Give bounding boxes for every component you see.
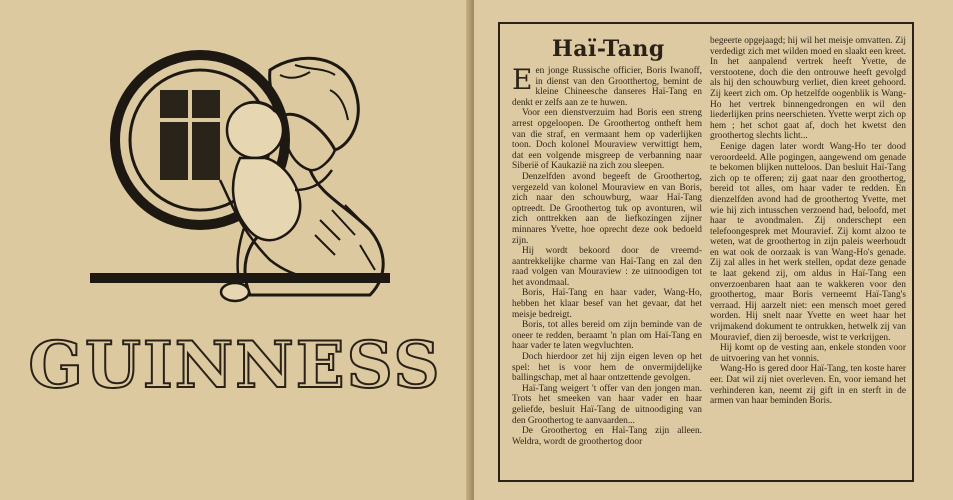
guinness-logo: [28, 305, 442, 415]
paragraph: Voor een dienstverzuim had Boris een streng arrest opgeloopen. De Groothertog ontheft hem van die straf, en vermaant hem op vaderlijken toon. Doch kolonel Mouraview verwittigt hem, dat een volgende misgreep de verbanning naar Siberië of Kaukazië na zich zou sleepen.: [512, 108, 702, 172]
paragraph: Doch hierdoor zet hij zijn eigen leven op het spel: het is voor hem de onvermijdelijke ballingschap, met al haar ontzettende gevolgen.: [512, 352, 702, 384]
paragraph: De Groothertog en Haï-Tang zijn alleen. Weldra, wordt de groothertog door: [512, 426, 702, 447]
mother-baby-illustration: [70, 30, 410, 320]
paragraph: Een jonge Russische officier, Boris Iwanoff, in dienst van den Grootthertog, bemint de kleine Chineesche danseres Haï-Tang en denkt er zelfs aan ze te huwen.: [512, 63, 702, 108]
paragraph: Wang-Ho is gered door Haï-Tang, ten koste harer eer. Dat wil zij niet overleven. En, voor iemand het verhinderen kan, neemt zij gift in en sterft in de armen van haar beminden Boris.: [710, 364, 906, 407]
text-column-2: [710, 36, 906, 407]
story-title: Haï-Tang: [552, 36, 665, 62]
drop-cap: E: [512, 63, 533, 96]
paragraph: Hij komt op de vesting aan, enkele stonden voor de uitvoering van het vonnis.: [710, 343, 906, 364]
left-page: [0, 0, 472, 500]
paragraph: Haï-Tang weigert 't offer van den jongen man. Trots het smeeken van haar vader en haar geliefde, besluit Haï-Tang de uitnoodiging van den Groothertog te aanvaarden...: [512, 383, 702, 426]
paragraph: Denzelfden avond begeeft de Groothertog, vergezeld van kolonel Mouraview en van Boris, zich naar den schouwburg, waar Haï-Tang optreedt. De Groothertog tuk op avonturen, wil zich onttrekken aan de liefkozingen zijner minnares Yvette, hoe oprecht deze ook bedoeld zijn.: [512, 171, 702, 246]
paragraph: Boris, Haï-Tang en haar vader, Wang-Ho, hebben het klaar besef van het gevaar, dat het meisje bedreigt.: [512, 288, 702, 320]
text-column-1: [512, 63, 702, 447]
paragraph: begeerte opgejaagd; hij wil het meisje omvatten. Zij verdedigt zich met wilden moed en slaakt een kreet. In het aanpalend vertrek heeft Yvette, de verstootene, doch die den ontrouwe heeft gevolgd als hij den schouwburg verliet, dien kreet gehoord. Zij keert zich om. Op hetzelfde oogenblik is Wang-Ho het vertrek binnengedrongen en wil den liederlijken prins neerschieten. Yvette werpt zich op hem ; het schot gaat af, doch het kwetst den groothertog slechts licht...: [710, 36, 906, 142]
paragraph: Boris, tot alles bereid om zijn beminde van de oneer te redden, beraamt 'n plan om Haï-Tang en haar vader te laten wegvluchten.: [512, 320, 702, 352]
guinness-logo-text: GUINNESS: [28, 328, 442, 403]
paragraph: Hij wordt bekoord door de vreemd-aantrekkelijke charme van Haï-Tang en zal den raad volgen van Mouraview : ze uitnoodigen tot het avondmaal.: [512, 246, 702, 288]
paragraph: Eenige dagen later wordt Wang-Ho ter dood veroordeeld. Alle pogingen, aangewend om genade te bekomen blijken nutteloos. Dan besluit Haï-Tang zich op te offeren; zij gaat naar den groothertog, bereid tot alles, om haar vader te redden. En dienzelfden avond had de groothertog Yvette, met wie hij zich intusschen verzoend had, beloofd, met haar te avondmalen. Zij onderschept een telefoongesprek met Mouravief. Zij komt alzoo te weten, wat de groothertog in zijn paleis weerhoudt en wat ook de oorzaak is van Wang-Ho's genade. Zij zal alles in het werk stellen, opdat deze genade te laat gekend zij, om aldus in Haï-Tang een onverzoenbaren haat aan te wakkeren voor den groothertog, maar Boris verneemt Haï-Tang's verraad. Hij aarzelt niet: een mensch moet gered worden. Hij snelt naar Yvette en weet haar het vrijmakend dokument te ontrukken, hetwelk zij van Mouravief, dien zij beroesde, wist te verkrijgen.: [710, 141, 906, 343]
